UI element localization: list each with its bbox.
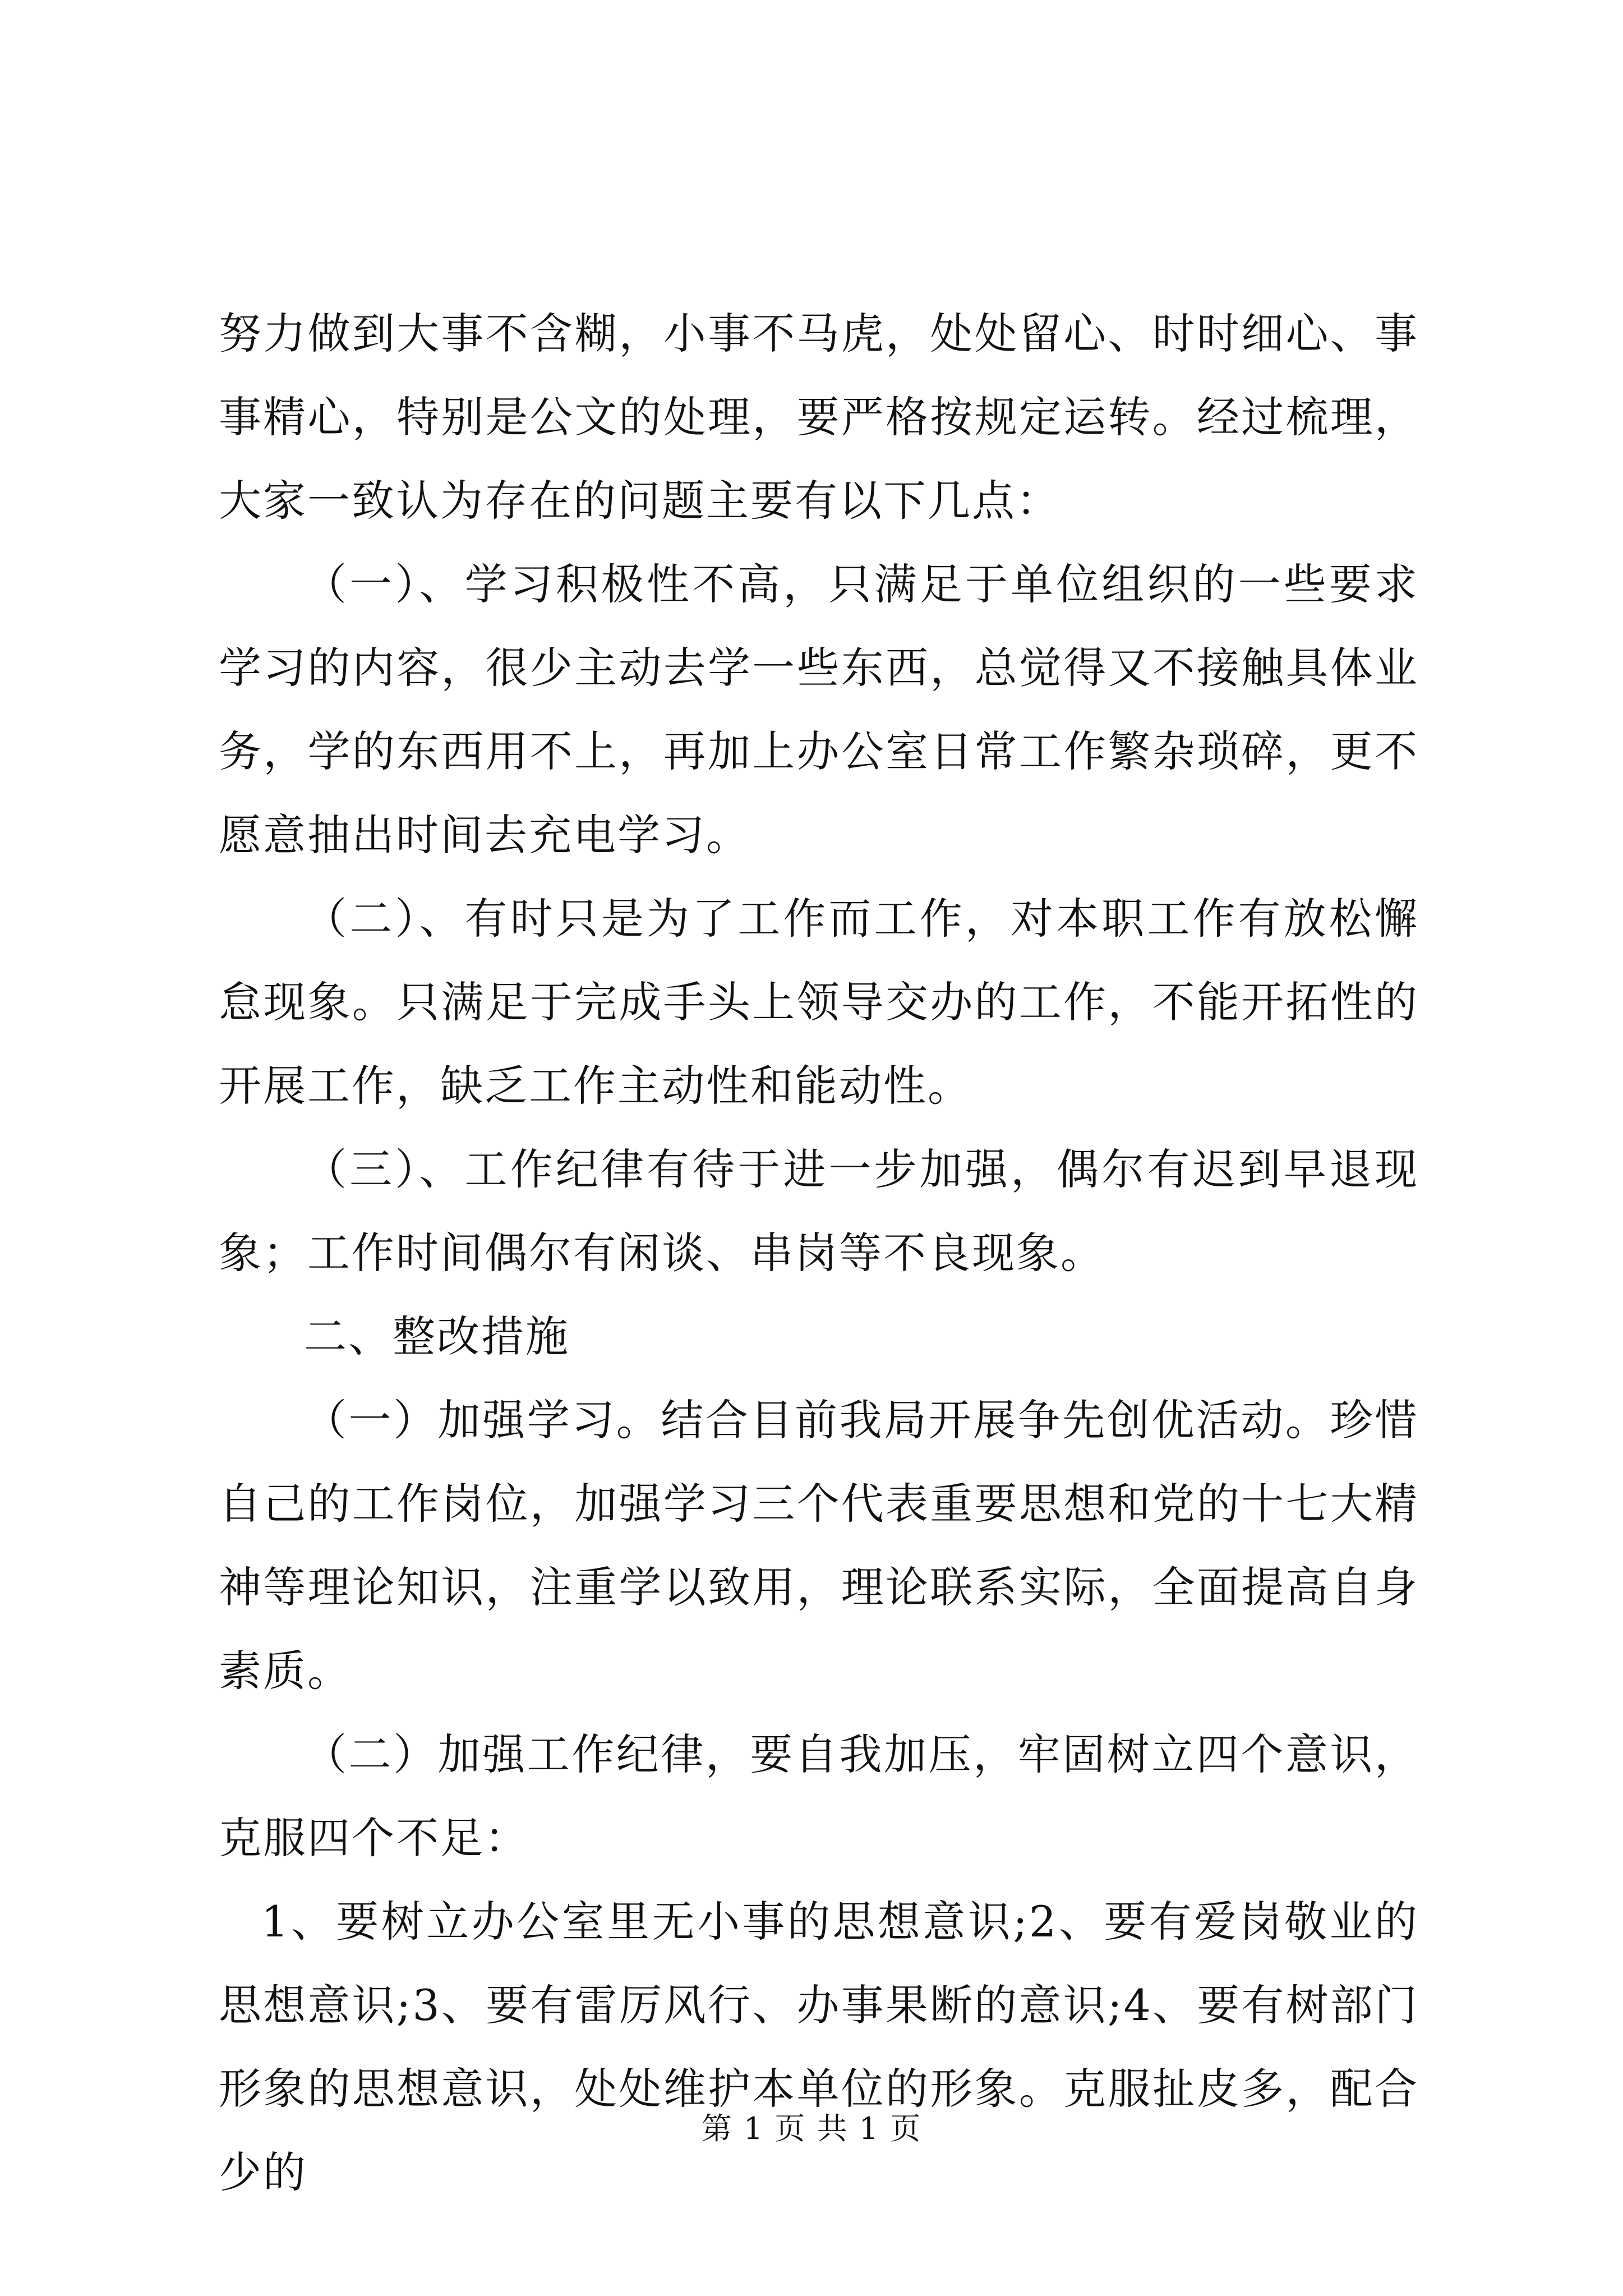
paragraph-awareness-list: 1、要树立办公室里无小事的思想意识;2、要有爱岗敬业的思想意识;3、要有雷厉风行、办事果断的意识;4、要有树部门形象的思想意识，处处维护本单位的形象。克服扯皮多，配合少的 bbox=[219, 1897, 1419, 2197]
paragraph-measure-1: （一）加强学习。结合目前我局开展争先创优活动。珍惜自己的工作岗位，加强学习三个代表重要思想和党的十七大精神等理论知识，注重学以致用，理论联系实际，全面提高自身素质。 bbox=[219, 1395, 1419, 1696]
paragraph-measure-2: （二）加强工作纪律，要自我加压，牢固树立四个意识，克服四个不足： bbox=[219, 1729, 1419, 1863]
paragraph-issue-1: （一）、学习积极性不高，只满足于单位组织的一些要求学习的内容，很少主动去学一些东西，总觉得又不接触具体业务，学的东西用不上，再加上办公室日常工作繁杂琐碎，更不愿意抽出时间去充电学习。 bbox=[219, 559, 1419, 860]
paragraph-continuation: 努力做到大事不含糊，小事不马虎，处处留心、时时细心、事事精心，特别是公文的处理，要严格按规定运转。经过梳理，大家一致认为存在的问题主要有以下几点： bbox=[219, 309, 1419, 526]
paragraph-issue-3: （三）、工作纪律有待于进一步加强，偶尔有迟到早退现象；工作时间偶尔有闲谈、串岗等不良现象。 bbox=[219, 1144, 1419, 1278]
section-heading-rectification: 二、整改措施 bbox=[304, 1312, 570, 1361]
paragraph-issue-2: （二）、有时只是为了工作而工作，对本职工作有放松懈怠现象。只满足于完成手头上领导交办的工作，不能开拓性的开展工作，缺乏工作主动性和能动性。 bbox=[219, 894, 1419, 1111]
document-body bbox=[219, 292, 1419, 2214]
page-number-footer: 第 1 页 共 1 页 bbox=[701, 2111, 922, 2146]
